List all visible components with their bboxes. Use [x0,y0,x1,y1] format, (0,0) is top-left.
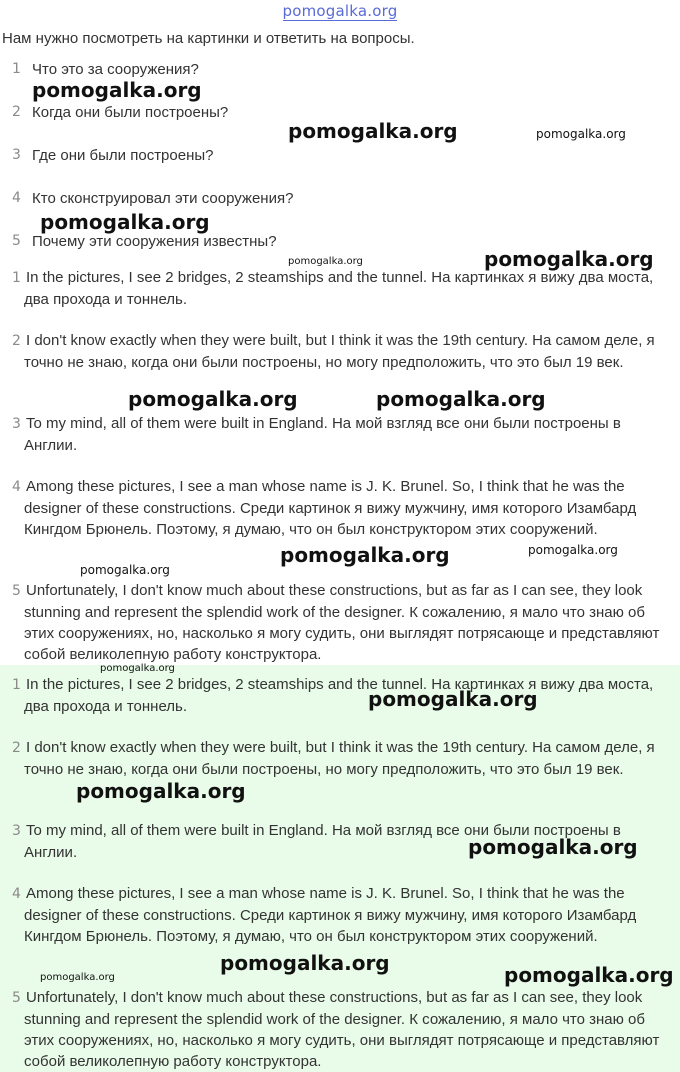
watermark: pomogalka.org [288,256,363,267]
answer-text: I don't know exactly when they were built, but I think it was the 19th century. На самом деле, я точно не знаю, когда они были построены, но могу предположить, что это был 19 век. [24,739,655,778]
intro-text: Нам нужно посмотреть на картинки и ответить на вопросы. [2,30,415,47]
answer-number: 4 [12,886,21,902]
answer-text: In the pictures, I see 2 bridges, 2 steamships and the tunnel. На картинках я вижу два моста, два прохода и тоннель. [24,676,654,715]
site-header-link[interactable]: pomogalka.org [282,2,398,20]
question-text: Где они были построены? [32,147,214,164]
answer-number: 3 [12,823,21,839]
answer-text: Among these pictures, I see a man whose name is J. K. Brunel. So, I think that he was the designer of these constructions. Среди картинок я вижу мужчину, имя которого Изамбард Кингдом Брюнель. Поэтому, я думаю, что он был конструктором этих сооружений. [24,478,637,538]
answer-number: 1 [12,270,21,286]
watermark: pomogalka.org [376,387,546,411]
question-number: 5 [12,233,21,249]
answer-text: To my mind, all of them were built in England. На мой взгляд все они были построены в Англии. [24,822,621,861]
question-number: 3 [12,147,21,163]
answer-number: 3 [12,416,21,432]
watermark: pomogalka.org [220,951,390,975]
watermark: pomogalka.org [40,210,210,234]
watermark: pomogalka.org [280,543,450,567]
answer-number: 5 [12,990,21,1006]
watermark: pomogalka.org [368,687,538,711]
answer-item [12,580,678,665]
question-number: 1 [12,61,21,77]
watermark: pomogalka.org [504,963,674,987]
answer-number: 2 [12,740,21,756]
watermark: pomogalka.org [128,387,298,411]
answer-text: In the pictures, I see 2 bridges, 2 steamships and the tunnel. На картинках я вижу два моста, два прохода и тоннель. [24,269,654,308]
watermark: pomogalka.org [288,119,458,143]
site-header[interactable] [0,2,680,20]
answer-number: 2 [12,333,21,349]
watermark: pomogalka.org [40,972,115,983]
watermark: pomogalka.org [528,543,618,557]
watermark: pomogalka.org [80,563,170,577]
watermark: pomogalka.org [76,779,246,803]
answer-item [12,330,678,373]
question-number: 2 [12,104,21,120]
answer-item [12,737,678,780]
watermark: pomogalka.org [484,247,654,271]
answer-item [12,476,678,540]
answer-item [12,987,678,1072]
watermark: pomogalka.org [32,78,202,102]
question-text: Почему эти сооружения известны? [32,233,277,250]
answer-number: 4 [12,479,21,495]
answer-item [12,674,678,717]
answer-number: 5 [12,583,21,599]
answer-item [12,267,678,310]
answer-item [12,883,678,947]
answer-item [12,413,678,456]
answer-text: I don't know exactly when they were built, but I think it was the 19th century. На самом деле, я точно не знаю, когда они были построены, но могу предположить, что это был 19 век. [24,332,655,371]
watermark: pomogalka.org [468,835,638,859]
answer-text: Unfortunately, I don't know much about these constructions, but as far as I can see, they look stunning and represent the splendid work of the designer. К сожалению, я мало что знаю об этих сооружениях, но, насколько я могу судить, они выглядят потрясающе и представляют собой великолепную работу конструктора. [24,989,660,1070]
question-text: Кто сконструировал эти сооружения? [32,190,294,207]
watermark: pomogalka.org [100,663,175,674]
answer-number: 1 [12,677,21,693]
question-text: Что это за сооружения? [32,61,199,78]
watermark: pomogalka.org [536,127,626,141]
answer-text: Among these pictures, I see a man whose name is J. K. Brunel. So, I think that he was the designer of these constructions. Среди картинок я вижу мужчину, имя которого Изамбард Кингдом Брюнель. Поэтому, я думаю, что он был конструктором этих сооружений. [24,885,637,945]
answer-text: Unfortunately, I don't know much about these constructions, but as far as I can see, they look stunning and represent the splendid work of the designer. К сожалению, я мало что знаю об этих сооружениях, но, насколько я могу судить, они выглядят потрясающе и представляют собой великолепную работу конструктора. [24,582,660,663]
question-text: Когда они были построены? [32,104,229,121]
question-number: 4 [12,190,21,206]
answer-text: To my mind, all of them were built in England. На мой взгляд все они были построены в Англии. [24,415,621,454]
